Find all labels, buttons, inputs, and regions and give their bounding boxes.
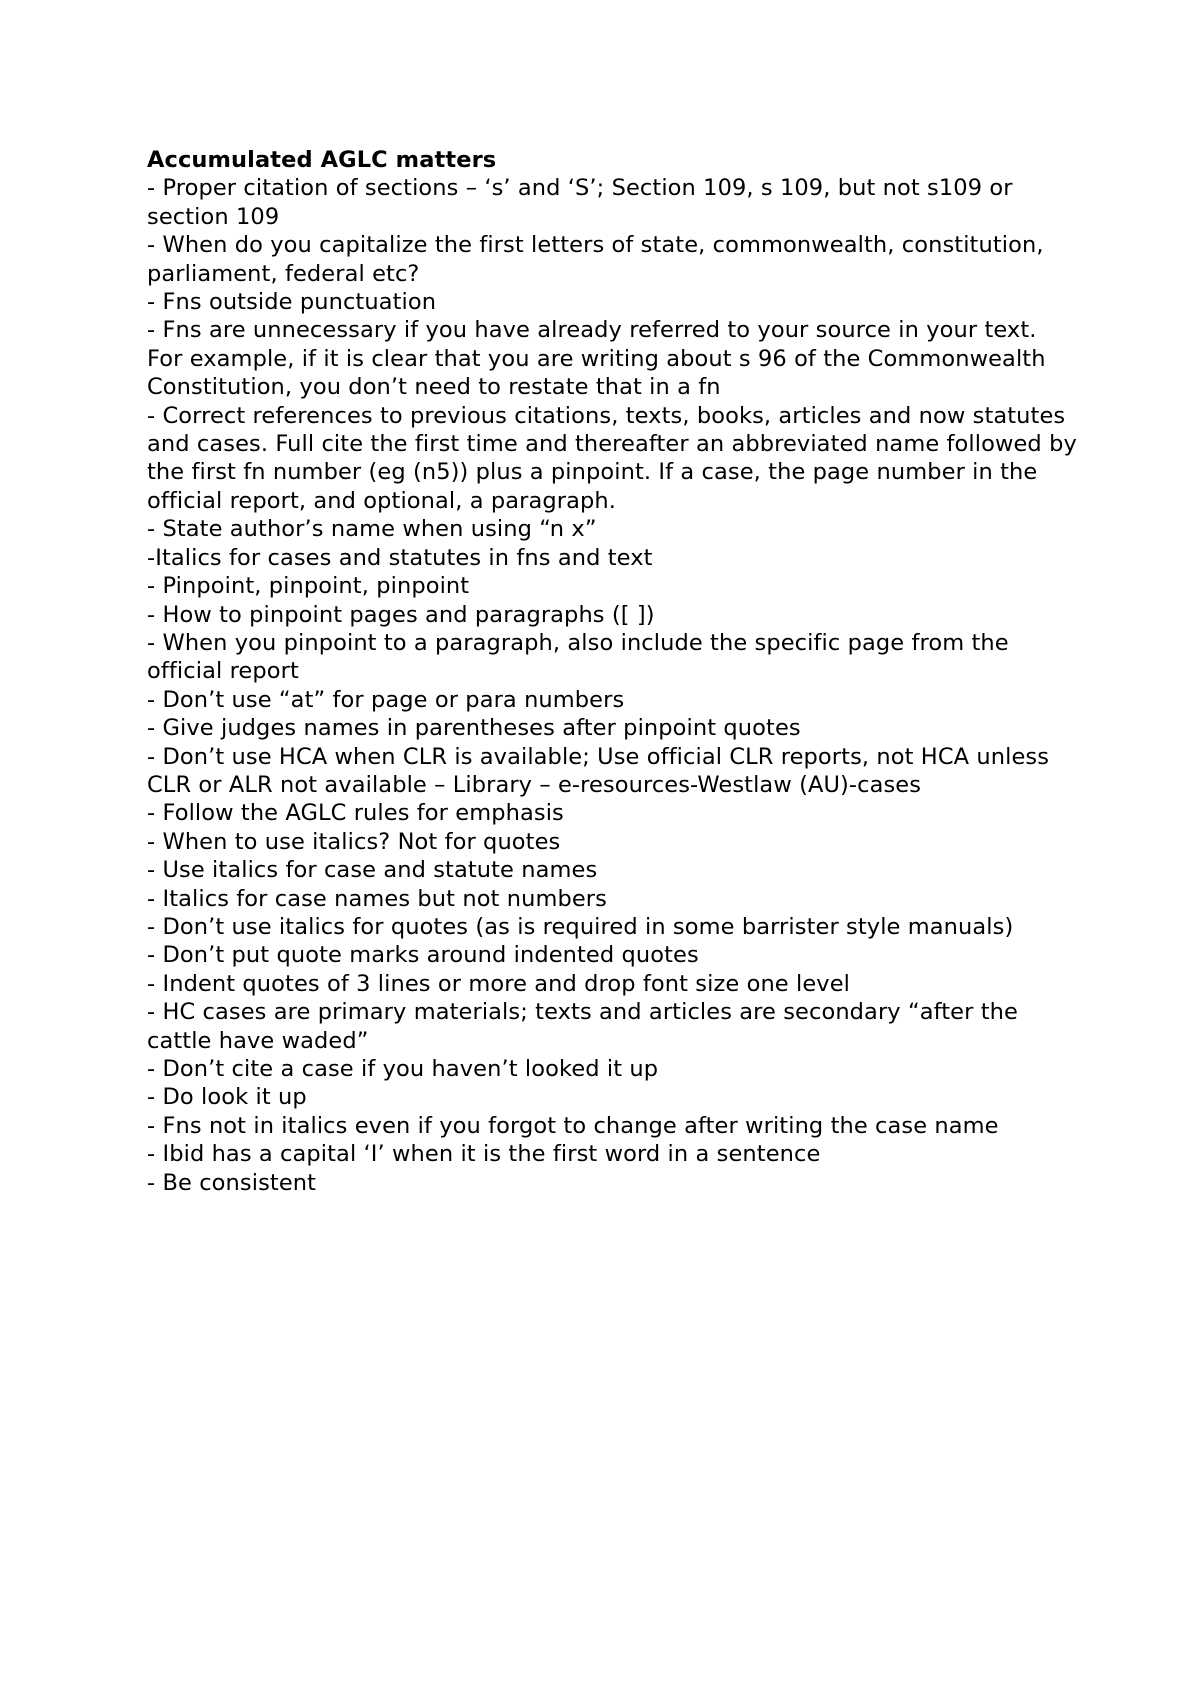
list-item: - Don’t use italics for quotes (as is required in some barrister style manuals) xyxy=(147,913,1014,940)
list-item: - Do look it up xyxy=(147,1084,307,1111)
list-item: - Don’t put quote marks around indented quotes xyxy=(147,942,699,969)
list-item: - Give judges names in parentheses after pinpoint quotes xyxy=(147,715,801,742)
list-item: - Indent quotes of 3 lines or more and drop font size one level xyxy=(147,970,851,997)
list-item: - Be consistent xyxy=(147,1169,317,1196)
list-item: - Pinpoint, pinpoint, pinpoint xyxy=(147,573,470,600)
list-item: - How to pinpoint pages and paragraphs ([ ]) xyxy=(147,601,655,628)
list-item: - Fns are unnecessary if you have already referred to your source in your text. For example, if it is clear that you are writing about s 96 of the Commonwealth Constitution, you don’t need to restate that in a fn xyxy=(147,317,1053,401)
document-body xyxy=(147,146,1085,1197)
list-item: - When to use italics? Not for quotes xyxy=(147,828,561,855)
list-item: - When do you capitalize the first letters of state, commonwealth, constitution, parliament, federal etc? xyxy=(147,232,1051,287)
list-item: - Fns outside punctuation xyxy=(147,289,437,316)
list-item: - Fns not in italics even if you forgot to change after writing the case name xyxy=(147,1112,999,1139)
list-item: - Use italics for case and statute names xyxy=(147,857,598,884)
list-item: - Follow the AGLC rules for emphasis xyxy=(147,800,564,827)
list-item: - Correct references to previous citations, texts, books, articles and now statutes and cases. Full cite the first time and thereafter an abbreviated name followed by the first fn number (eg (n5)) plus a pinpoint. If a case, the page number in the official report, and optional, a paragraph. xyxy=(147,402,1085,514)
list-item: - HC cases are primary materials; texts and articles are secondary “after the cattle have waded” xyxy=(147,999,1026,1054)
list-item: - State author’s name when using “n x” xyxy=(147,516,597,543)
list-item: - When you pinpoint to a paragraph, also include the specific page from the official report xyxy=(147,629,1016,685)
document-title: Accumulated AGLC matters xyxy=(147,147,497,173)
list-item: - Don’t cite a case if you haven’t looked it up xyxy=(147,1056,659,1082)
list-item: - Proper citation of sections – ‘s’ and ‘S’; Section 109, s 109, but not s109 or section 109 xyxy=(147,175,1020,230)
list-item: -Italics for cases and statutes in fns and text xyxy=(147,544,653,571)
list-item: - Don’t use HCA when CLR is available; Use official CLR reports, not HCA unless CLR or ALR not available – Library – e-resources-Westlaw (AU)-cases xyxy=(147,743,1057,798)
list-item: - Don’t use “at” for page or para numbers xyxy=(147,686,625,713)
list-item: - Italics for case names but not numbers xyxy=(147,885,607,912)
list-item: - Ibid has a capital ‘I’ when it is the first word in a sentence xyxy=(147,1141,821,1168)
